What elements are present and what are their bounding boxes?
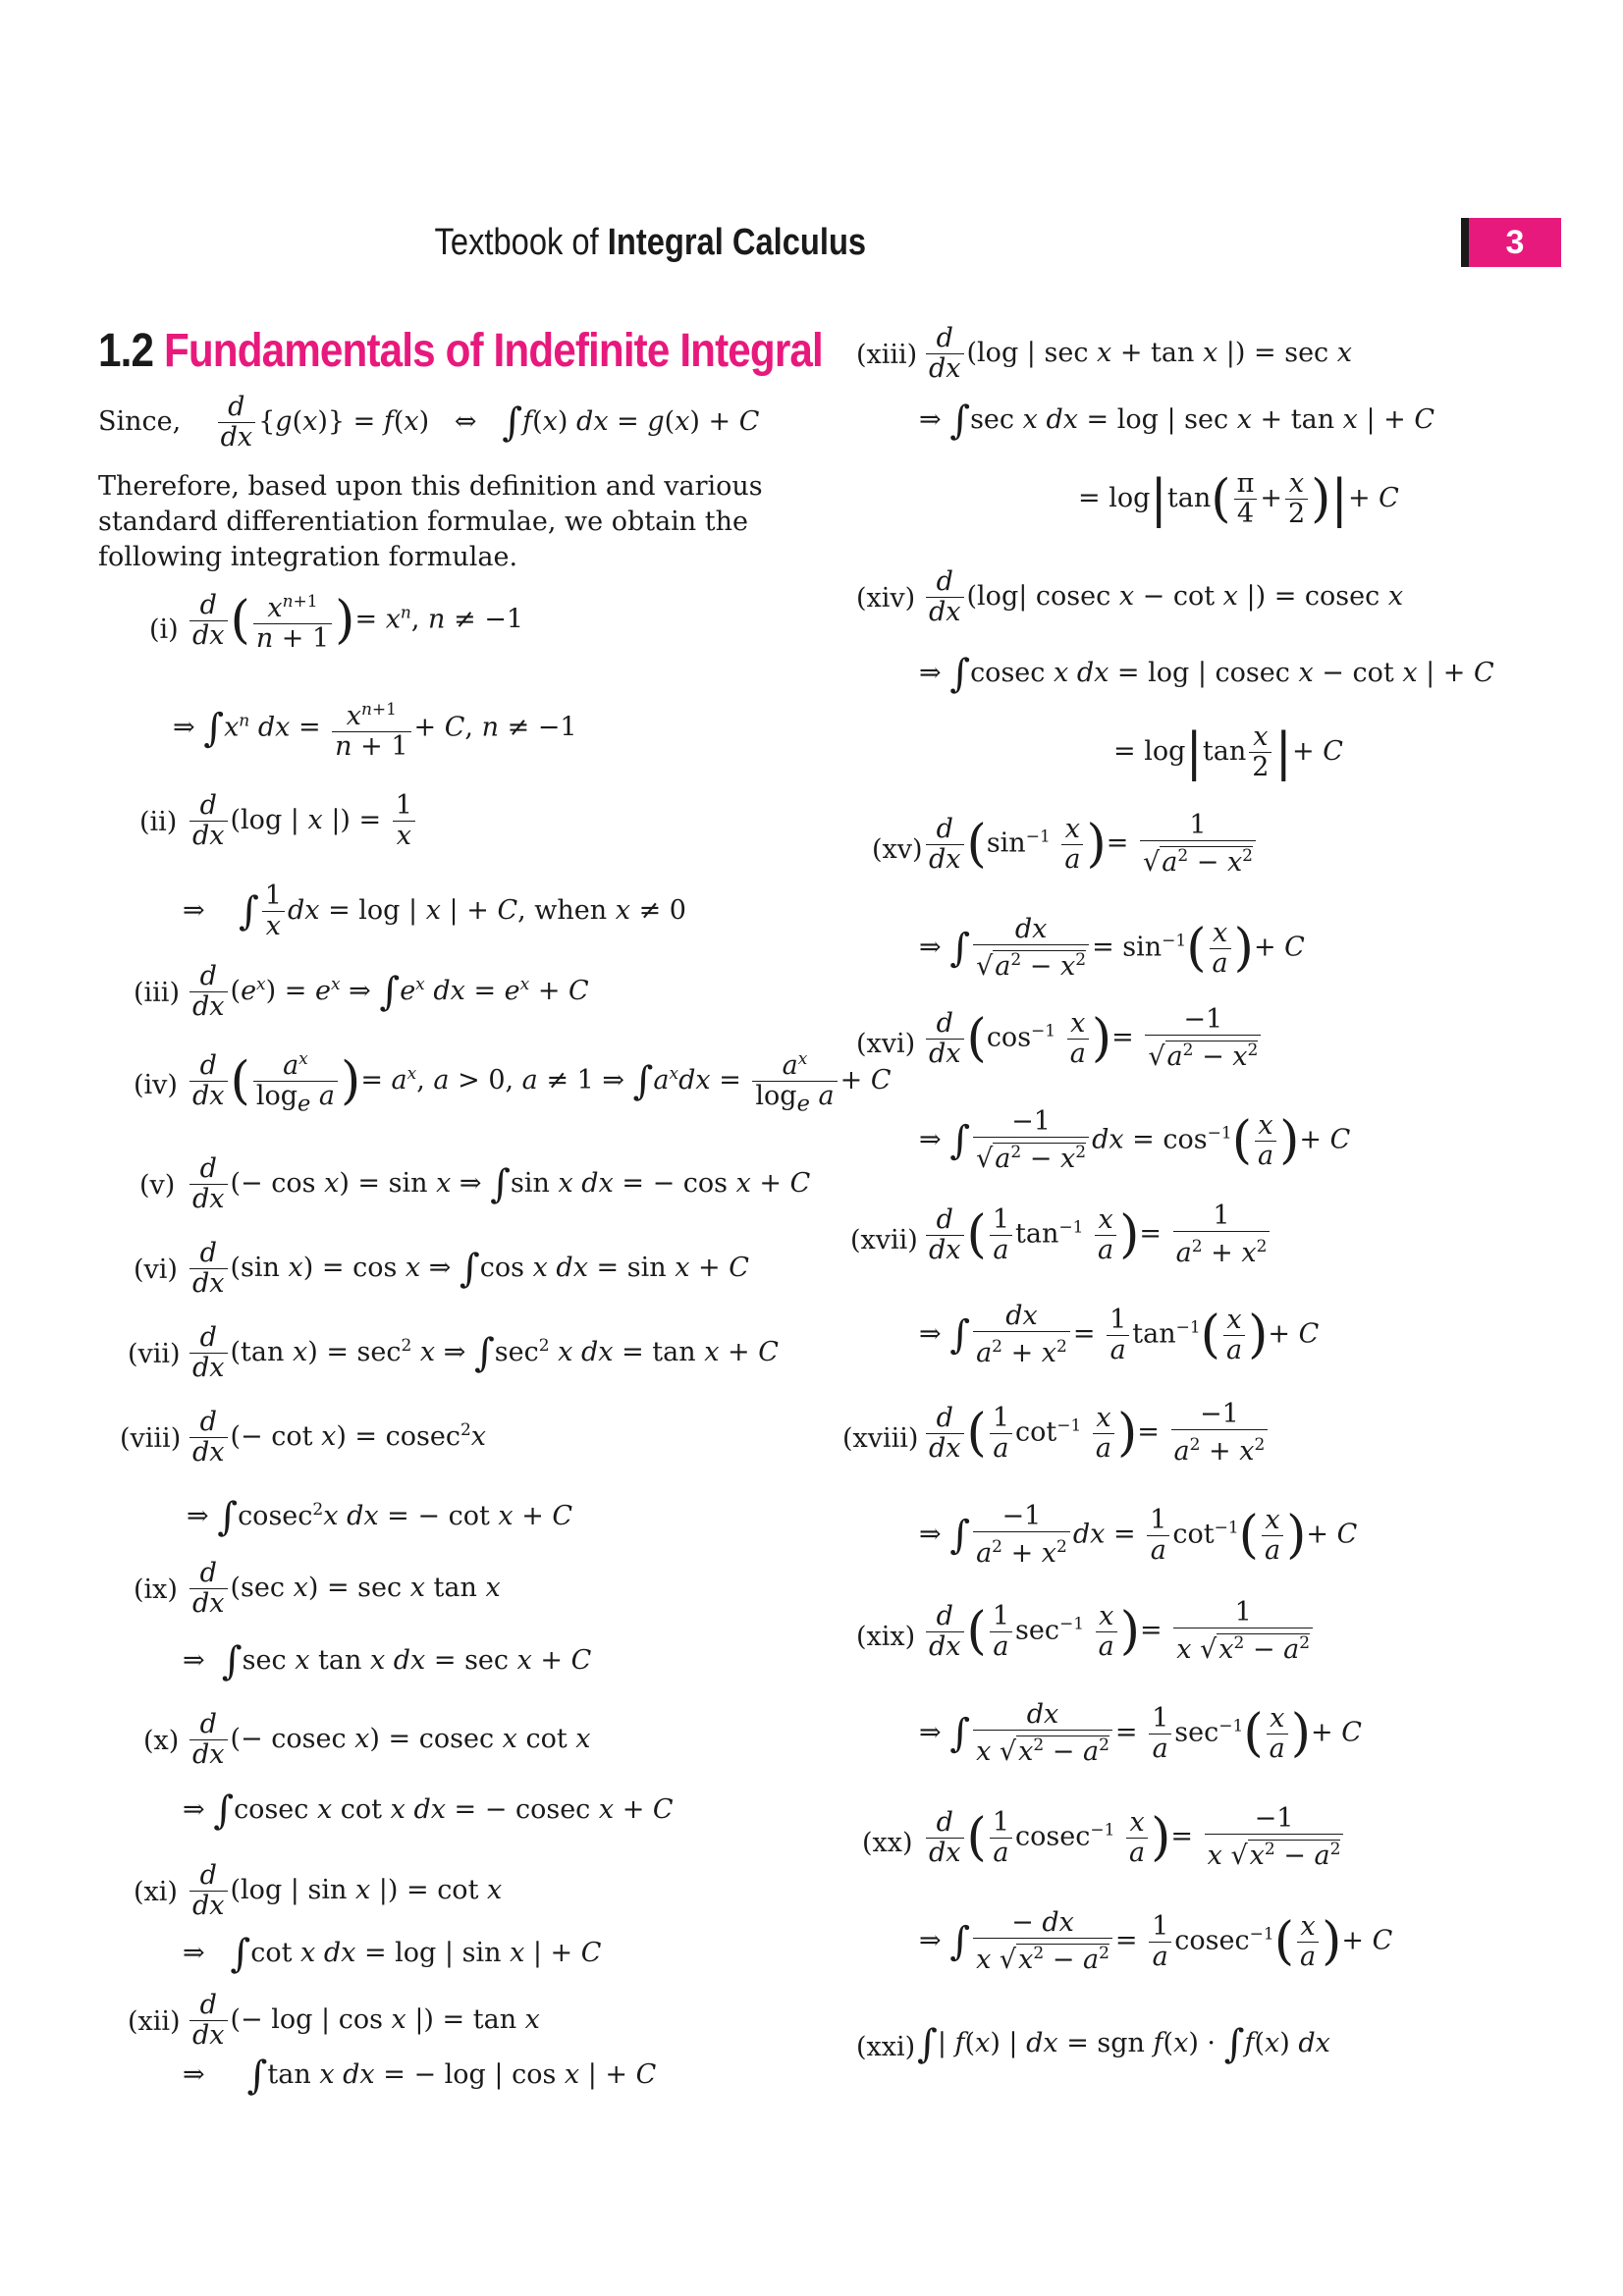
- formula-xv-integral: ⇒ ∫ $\frac{dx}{√a^2 - x^2}$ = $\sin^{-1}$( $\frac{x}{a}$ )+ C: [919, 914, 1305, 982]
- formula-label: (xiii): [856, 340, 918, 370]
- formula-label: (iii): [134, 978, 180, 1008]
- formula-xiv-derivative: $\frac{d}{dx}$ (log| cosec x − cot x |) = cosec x: [923, 567, 1403, 627]
- formula-label: (xx): [862, 1828, 913, 1858]
- formula-label: (xix): [856, 1622, 916, 1652]
- formula-label: (xi): [134, 1877, 178, 1907]
- section-title: 1.2 Fundamentals of Indefinite Integral: [98, 325, 823, 377]
- formula-viii-derivative: $\frac{d}{dx}$ (− cot x) = cosec$^2$x: [187, 1408, 486, 1468]
- formula-iii: $\frac{d}{dx}$ $(e^x) = e^x$ ⇒ $\int e^x$ dx = $e^x + C$: [187, 962, 589, 1022]
- formula-xi-derivative: $\frac{d}{dx}$ (log | sin x |) = cot x: [187, 1861, 502, 1921]
- formula-v: $\frac{d}{dx}$ (− cos x) = sin x ⇒ ∫sin x dx = − cos x + C: [187, 1154, 810, 1214]
- formula-ii-integral: ⇒ ∫ $\frac{1}{x}$ dx = log | x | + C, when x ≠ 0: [183, 881, 686, 941]
- formula-xviii-integral: ⇒ ∫ $\frac{-1}{a^2 + x^2}$ dx = $\frac{1}{a}$ $\cot^{-1}$( $\frac{x}{a}$ )+ C: [919, 1501, 1358, 1569]
- formula-xvi-integral: ⇒ ∫ $\frac{-1}{√a^2 - x^2}$ dx = $\cos^{-1}$( $\frac{x}{a}$ )+ C: [919, 1106, 1351, 1174]
- formula-xvi-derivative: $\frac{d}{dx}$ ($\cos^{-1}$ $\frac{x}{a}$ )= $\frac{-1}{√a^2 - x^2}$: [923, 1005, 1264, 1072]
- formula-xii-integral: ⇒ ∫tan x dx = − log | cos x | + C: [183, 2053, 657, 2099]
- page-number: 3: [1461, 218, 1561, 267]
- formula-xii-derivative: $\frac{d}{dx}$ (− log | cos x |) = tan x: [187, 1991, 540, 2051]
- formula-label: (vii): [128, 1339, 181, 1369]
- intro-paragraph: Therefore, based upon this definition and various standard differentiation formulae, we obtain the following integration formulae.: [98, 471, 763, 572]
- formula-xviii-derivative: $\frac{d}{dx}$ ( $\frac{1}{a}$ $\cot^{-1}$ $\frac{x}{a}$ )= $\frac{-1}{a^2 + x^2}$: [923, 1400, 1271, 1467]
- formula-label: (xvii): [850, 1225, 918, 1255]
- formula-xix-integral: ⇒ ∫ $\frac{dx}{x √x^2 - a^2}$ = $\frac{1}{a}$ $\sec^{-1}$( $\frac{x}{a}$ )+ C: [919, 1699, 1362, 1767]
- formula-label: (x): [143, 1726, 180, 1756]
- formula-label: (xiv): [856, 583, 916, 614]
- definition-line: Since, $\frac{d}{dx}$ {g(x)} = f(x) ⇔ ∫f(x) dx = g(x) + C: [98, 392, 760, 453]
- formula-label: (ii): [139, 807, 178, 837]
- formula-label: (xviii): [842, 1423, 919, 1454]
- formula-label: (xxi): [856, 2032, 916, 2062]
- formula-label: (xvi): [856, 1029, 916, 1059]
- formula-label: (viii): [120, 1423, 182, 1454]
- formula-i-integral: ⇒ $\int x^n$ dx = $\frac{x^{n+1}}{n + 1}$ + C, n ≠ −1: [173, 695, 577, 762]
- formula-ix-integral: ⇒ ∫sec x tan x dx = sec x + C: [183, 1638, 592, 1684]
- formula-label: (iv): [134, 1070, 178, 1100]
- formula-x-integral: ⇒ ∫cosec x cot x dx = − cosec x + C: [183, 1788, 674, 1834]
- formula-xi-integral: ⇒ ∫cot x dx = log | sin x | + C: [183, 1931, 602, 1977]
- formula-x-derivative: $\frac{d}{dx}$ (− cosec x) = cosec x cot x: [187, 1710, 591, 1770]
- formula-label: (vi): [134, 1255, 178, 1285]
- formula-xx-derivative: $\frac{d}{dx}$ ( $\frac{1}{a}$ cosec$^{-1}$ $\frac{x}{a}$ )= $\frac{-1}{x √x^2 - a^2}$: [923, 1804, 1346, 1871]
- formula-xiii-integral: ⇒ ∫sec x dx = log | sec x + tan x | + C: [919, 398, 1435, 444]
- formula-label: (ix): [134, 1575, 178, 1605]
- formula-xiv-alt: = log|tan $\frac{x}{2}$ |+ C: [1113, 721, 1343, 782]
- formula-xiii-derivative: $\frac{d}{dx}$ (log | sec x + tan x |) = sec x: [923, 324, 1352, 384]
- formula-xix-derivative: $\frac{d}{dx}$ ( $\frac{1}{a}$ $\sec^{-1}$ $\frac{x}{a}$ )= $\frac{1}{x √x^2 - a^2}$: [923, 1598, 1316, 1665]
- formula-ii-derivative: $\frac{d}{dx}$ (log | x |) = $\frac{1}{x}$: [187, 791, 418, 851]
- formula-xvii-derivative: $\frac{d}{dx}$ ( $\frac{1}{a}$ $\tan^{-1}$ $\frac{x}{a}$ )= $\frac{1}{a^2 + x^2}$: [923, 1201, 1272, 1268]
- formula-label: (xv): [872, 834, 923, 865]
- header-title: Textbook of Integral Calculus: [434, 222, 866, 263]
- formula-ix-derivative: $\frac{d}{dx}$ (sec x) = sec x tan x: [187, 1559, 501, 1619]
- formula-xxi: ∫| f(x) | dx = sgn f(x) · ∫f(x) dx: [917, 2021, 1330, 2067]
- formula-vi: $\frac{d}{dx}$ (sin x) = cos x ⇒ ∫cos x dx = sin x + C: [187, 1239, 749, 1299]
- formula-label: (i): [149, 614, 179, 645]
- formula-xv-derivative: $\frac{d}{dx}$ ($\sin^{-1}$ $\frac{x}{a}$ )= $\frac{1}{√a^2 - x^2}$: [923, 811, 1259, 878]
- formula-i-derivative: $\frac{d}{dx}$ ( $\frac{x^{n+1}}{n + 1}$ )= $x^n$, n ≠ −1: [187, 587, 523, 654]
- formula-vii: $\frac{d}{dx}$ (tan $x) = \sec^2 x$ ⇒ $\int\sec^2$ x dx = tan x + C: [187, 1323, 779, 1383]
- formula-viii-integral: ⇒ ∫cosec$^2$x dx = − cot x + C: [187, 1494, 573, 1540]
- formula-xx-integral: ⇒ ∫ $\frac{- dx}{x √x^2 - a^2}$ = $\frac{1}{a}$ cosec$^{-1}$( $\frac{x}{a}$ )+ C: [919, 1907, 1393, 1975]
- formula-label: (xii): [128, 2006, 181, 2037]
- formula-label: (v): [139, 1170, 176, 1201]
- formula-iv: $\frac{d}{dx}$ ( $\frac{a^x}{\log_e a}$ )= $a^x$, a > 0, a ≠ 1 ⇒ $\int a^xdx$ = $\frac{a^x}{\log_e a}$ + C: [187, 1044, 892, 1118]
- formula-xvii-integral: ⇒ ∫ $\frac{dx}{a^2 + x^2}$ = $\frac{1}{a}$ $\tan^{-1}$( $\frac{x}{a}$ )+ C: [919, 1301, 1320, 1368]
- formula-xiii-alt: = log|tan( $\frac{\pi}{4}$ + $\frac{x}{2}$ )|+ C: [1078, 468, 1399, 529]
- formula-xiv-integral: ⇒ ∫cosec x dx = log | cosec x − cot x | + C: [919, 651, 1494, 697]
